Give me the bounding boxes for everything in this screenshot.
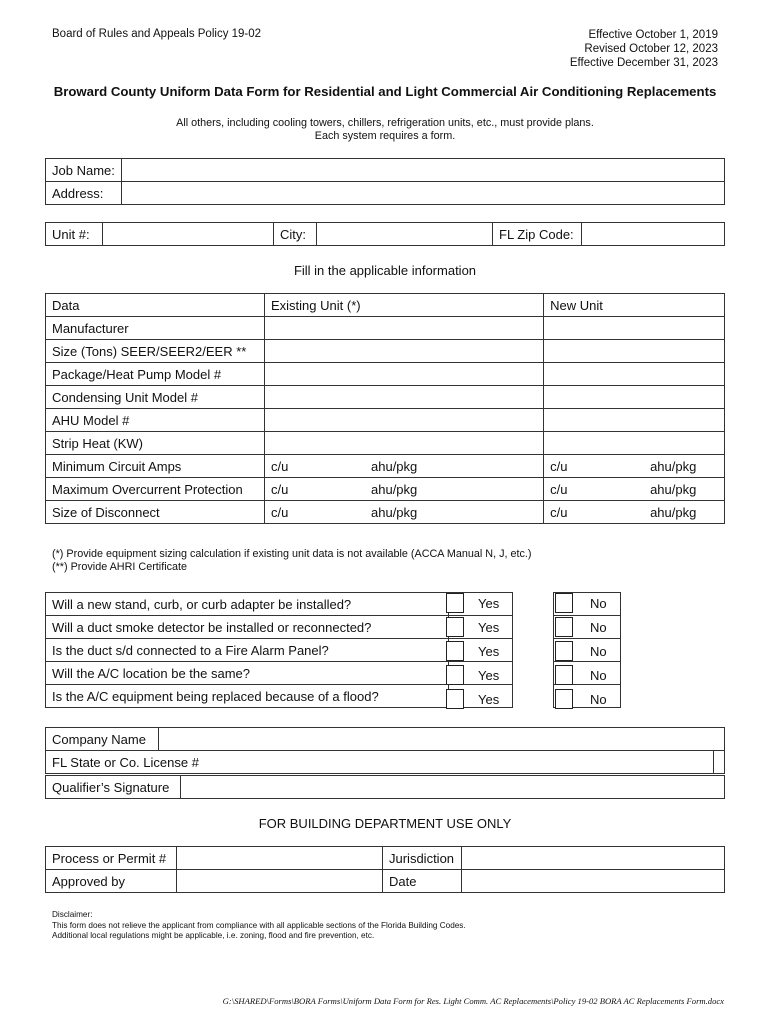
yes-label: Yes <box>478 596 500 611</box>
no-checkbox-2[interactable] <box>555 617 573 637</box>
existing-condensing-model-input[interactable] <box>265 386 544 409</box>
yes-checkbox-4[interactable] <box>446 665 464 685</box>
company-name-input[interactable] <box>159 728 725 751</box>
table-row <box>46 455 725 478</box>
company-name-label: Company Name <box>46 728 159 751</box>
process-permit-label: Process or Permit # <box>46 847 177 870</box>
question-row <box>46 593 513 616</box>
column-header-data: Data <box>46 294 265 317</box>
permit-table <box>45 846 725 893</box>
disclaimer <box>52 910 466 942</box>
form-title: Broward County Uniform Data Form for Residential and Light Commercial Air Conditioning Replacements <box>53 84 717 99</box>
fill-instruction: Fill in the applicable information <box>293 263 477 278</box>
table-row <box>46 340 725 363</box>
yes-label: Yes <box>478 644 500 659</box>
question-text: Will the A/C location be the same? <box>46 662 449 685</box>
questions-table <box>45 592 513 708</box>
approved-by-label: Approved by <box>46 870 177 893</box>
existing-ahu-model-input[interactable] <box>265 409 544 432</box>
job-info-table <box>45 158 725 205</box>
footer-file-path: G:\SHARED\Forms\BORA Forms\Uniform Data Form for Res. Light Comm. AC Replacements\Policy 19-02 BORA AC Replacements Form.docx <box>222 996 724 1006</box>
unit-label: Unit #: <box>46 223 103 246</box>
jurisdiction-label: Jurisdiction <box>383 847 462 870</box>
question-row <box>46 616 513 639</box>
zip-label: FL Zip Code: <box>493 223 582 246</box>
note-sizing: (*) Provide equipment sizing calculation if existing unit data is not available (ACCA Manual N, J, etc.) <box>52 548 532 560</box>
yes-checkbox-5[interactable] <box>446 689 464 709</box>
existing-size-input[interactable] <box>265 340 544 363</box>
no-checkbox-4[interactable] <box>555 665 573 685</box>
new-disconnect-cu[interactable]: c/u <box>544 501 645 524</box>
license-input[interactable] <box>714 751 725 774</box>
table-notes <box>52 548 532 574</box>
column-header-new-unit: New Unit <box>544 294 725 317</box>
no-checkbox-1[interactable] <box>555 593 573 613</box>
date-input[interactable] <box>462 870 725 893</box>
table-row <box>46 409 725 432</box>
revised-date: Revised October 12, 2023 <box>584 43 718 55</box>
table-header-row <box>46 294 725 317</box>
no-checkbox-5[interactable] <box>555 689 573 709</box>
jurisdiction-input[interactable] <box>462 847 725 870</box>
row-label: Condensing Unit Model # <box>46 386 265 409</box>
equipment-data-table <box>45 293 725 524</box>
disclaimer-line-1: This form does not relieve the applicant from compliance with all applicable sections of the Florida Building Codes. <box>52 920 466 930</box>
city-label: City: <box>274 223 317 246</box>
question-row <box>46 685 513 708</box>
existing-mca-ahu[interactable]: ahu/pkg <box>365 455 544 478</box>
yes-label: Yes <box>478 620 500 635</box>
unit-cell <box>103 223 274 246</box>
address-input[interactable] <box>122 182 724 204</box>
new-ahu-model-input[interactable] <box>544 409 725 432</box>
building-dept-heading: FOR BUILDING DEPARTMENT USE ONLY <box>258 816 512 831</box>
existing-disconnect-cu[interactable]: c/u <box>265 501 366 524</box>
table-row <box>46 386 725 409</box>
effective-date: Effective October 1, 2019 <box>588 29 718 41</box>
effective-date-2: Effective December 31, 2023 <box>569 57 718 69</box>
license-label: FL State or Co. License # <box>46 751 714 774</box>
question-text: Will a new stand, curb, or curb adapter be installed? <box>46 593 449 616</box>
new-mca-cu[interactable]: c/u <box>544 455 645 478</box>
no-label: No <box>590 644 607 659</box>
job-name-label: Job Name: <box>46 159 122 182</box>
new-condensing-model-input[interactable] <box>544 386 725 409</box>
job-name-cell <box>121 159 724 182</box>
existing-strip-heat-input[interactable] <box>265 432 544 455</box>
new-mocp-cu[interactable]: c/u <box>544 478 645 501</box>
approved-by-input[interactable] <box>177 870 383 893</box>
form-subtitle <box>0 117 770 143</box>
question-row <box>46 639 513 662</box>
yes-label: Yes <box>478 668 500 683</box>
question-text: Will a duct smoke detector be installed or reconnected? <box>46 616 449 639</box>
job-name-input[interactable] <box>122 159 724 181</box>
table-row <box>46 478 725 501</box>
subtitle-line-1: All others, including cooling towers, chillers, refrigeration units, etc., must provide plans. <box>176 117 594 129</box>
new-mca-ahu[interactable]: ahu/pkg <box>644 455 724 478</box>
location-table <box>45 222 725 246</box>
new-strip-heat-input[interactable] <box>544 432 725 455</box>
table-row <box>46 363 725 386</box>
zip-cell <box>582 223 725 246</box>
note-ahri: (**) Provide AHRI Certificate <box>52 561 188 573</box>
row-label: Manufacturer <box>46 317 265 340</box>
company-table <box>45 727 725 774</box>
question-text: Is the duct s/d connected to a Fire Alarm Panel? <box>46 639 449 662</box>
new-size-input[interactable] <box>544 340 725 363</box>
column-header-existing-unit: Existing Unit (*) <box>265 294 544 317</box>
yes-checkbox-1[interactable] <box>446 593 464 613</box>
new-disconnect-ahu[interactable]: ahu/pkg <box>644 501 724 524</box>
policy-reference: Board of Rules and Appeals Policy 19-02 <box>52 28 262 40</box>
signature-table <box>45 775 725 799</box>
no-label: No <box>590 620 607 635</box>
effective-dates <box>570 28 718 70</box>
existing-mocp-cu[interactable]: c/u <box>265 478 366 501</box>
existing-package-model-input[interactable] <box>265 363 544 386</box>
existing-disconnect-ahu[interactable]: ahu/pkg <box>365 501 544 524</box>
question-row <box>46 662 513 685</box>
row-label: Size of Disconnect <box>46 501 265 524</box>
yes-checkbox-2[interactable] <box>446 617 464 637</box>
row-label: Strip Heat (KW) <box>46 432 265 455</box>
address-label: Address: <box>46 182 122 205</box>
table-row <box>46 317 725 340</box>
no-checkbox-3[interactable] <box>555 641 573 661</box>
question-text: Is the A/C equipment being replaced because of a flood? <box>46 685 449 708</box>
row-label: Size (Tons) SEER/SEER2/EER ** <box>46 340 265 363</box>
row-label: Package/Heat Pump Model # <box>46 363 265 386</box>
subtitle-line-2: Each system requires a form. <box>314 130 456 142</box>
city-input[interactable] <box>317 223 492 245</box>
disclaimer-line-2: Additional local regulations might be applicable, i.e. zoning, flood and fire prevention, etc. <box>52 931 375 940</box>
no-label: No <box>590 596 607 611</box>
address-cell <box>121 182 724 205</box>
new-manufacturer-input[interactable] <box>544 317 725 340</box>
existing-manufacturer-input[interactable] <box>265 317 544 340</box>
signature-input[interactable] <box>181 776 725 799</box>
row-label: Minimum Circuit Amps <box>46 455 265 478</box>
no-label: No <box>590 668 607 683</box>
process-permit-input[interactable] <box>177 847 383 870</box>
no-label: No <box>590 692 607 707</box>
new-mocp-ahu[interactable]: ahu/pkg <box>644 478 724 501</box>
unit-input[interactable] <box>103 223 273 245</box>
yes-checkbox-3[interactable] <box>446 641 464 661</box>
row-label: Maximum Overcurrent Protection <box>46 478 265 501</box>
existing-mocp-ahu[interactable]: ahu/pkg <box>365 478 544 501</box>
city-cell <box>317 223 493 246</box>
table-row <box>46 432 725 455</box>
date-label: Date <box>383 870 462 893</box>
table-row <box>46 501 725 524</box>
signature-label: Qualifier’s Signature <box>46 776 181 799</box>
zip-input[interactable] <box>582 223 724 245</box>
yes-label: Yes <box>478 692 500 707</box>
disclaimer-heading: Disclaimer: <box>52 910 93 919</box>
existing-mca-cu[interactable]: c/u <box>265 455 366 478</box>
row-label: AHU Model # <box>46 409 265 432</box>
new-package-model-input[interactable] <box>544 363 725 386</box>
